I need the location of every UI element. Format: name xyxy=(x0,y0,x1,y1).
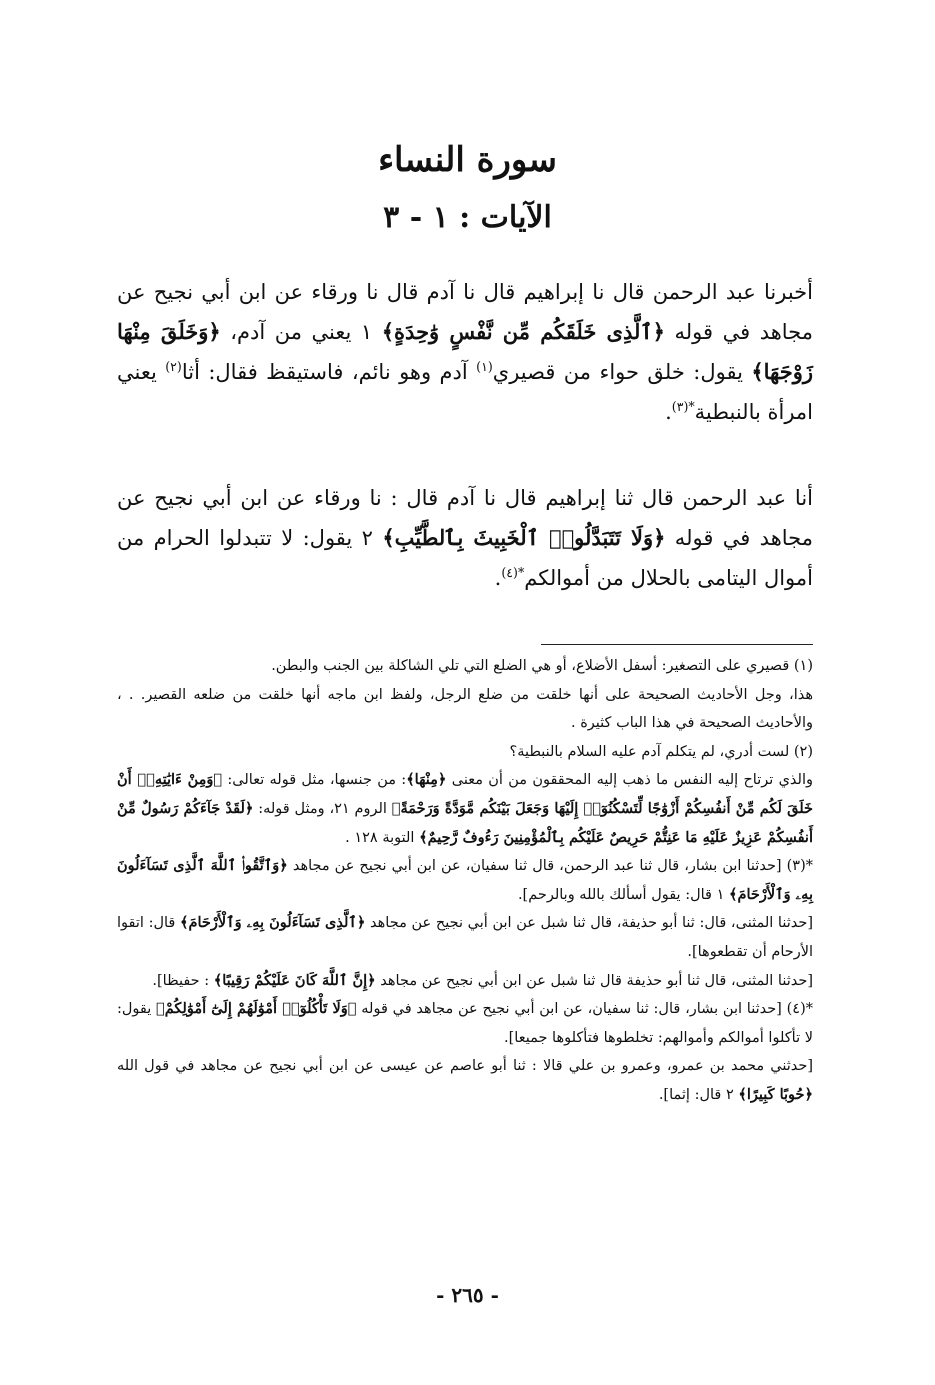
text: [حدثنا المثنى، قال: ثنا أبو حذيفة، قال ثنا شبل عن ابن أبي نجيح عن مجاهد xyxy=(365,915,813,932)
quran-quote: ﴿وَلَا تَأْكُلُوٓا۟ أَمْوَٰلَهُمْ إِلَىٰٓ أَمْوَٰلِكُمْ﴾ xyxy=(156,1000,357,1018)
footnote-4-b xyxy=(117,1052,813,1109)
text: التوبة ١٢٨ . xyxy=(345,829,420,846)
quran-quote: ﴿مِنْهَا﴾ xyxy=(406,771,447,789)
text: يقول: لا تأكلوا أموالكم وأموالهم: تخلطوها فتأكلوها جميعا]. xyxy=(117,1001,813,1046)
text: : من جنسها، مثل قوله تعالى: xyxy=(222,772,407,789)
text: أنا عبد الرحمن قال ثنا إبراهيم قال نا آدم قال : نا ورقاء عن ابن أبي نجيح عن مجاهد في قوله xyxy=(117,486,813,550)
text: (٢) لست أدري، لم يتكلم آدم عليه السلام بالنبطية؟ xyxy=(509,743,813,760)
text: (١) قصيري على التصغير: أسفل الأضلاع، أو هي الضلع التي تلي الشاكلة بين الجنب والبطن. xyxy=(271,658,813,674)
text: *(٣) [حدثنا ابن بشار، قال ثنا عبد الرحمن، قال ثنا سفيان، عن ابن أبي نجيح عن مجاهد xyxy=(287,858,813,875)
text: ١ قال: يقول أسألك بالله وبالرحم]. xyxy=(517,886,729,903)
text: [حدثنا المثنى، قال ثنا أبو حذيفة قال ثنا شبل عن ابن أبي نجيح عن مجاهد xyxy=(375,972,813,989)
text: يقول: خلق حواء من قصيري xyxy=(492,360,752,384)
footnote-marker: (١) xyxy=(476,359,493,374)
footnote-marker: *(٣) xyxy=(671,399,695,414)
text: الروم ٢١، ومثل قوله: xyxy=(253,800,392,817)
text: يعني امرأة بالنبطية xyxy=(117,360,813,424)
text: هذا، وجل الأحاديث الصحيحة على أنها خلقت من ضلع الرجل، ولفظ ابن ماجه أنها خلقت من ضلعه القصير. . ، والأحاديث الصحيحة في هذا الباب كثيرة . xyxy=(117,686,813,732)
text: ١ يعني من آدم، xyxy=(220,320,382,344)
text: . xyxy=(494,566,502,590)
footnote-3-b xyxy=(117,909,813,966)
quran-quote: ﴿حُوبًا كَبِيرًا﴾ xyxy=(738,1085,813,1103)
text: [حدثني محمد بن عمرو، وعمرو بن علي قالا : ثنا أبو عاصم عن عيسى عن ابن أبي نجيح عن مجاهد في قول الله xyxy=(117,1058,813,1075)
quran-quote: ﴿لَقَدْ جَآءَكُمْ رَسُولٌ مِّنْ أَنفُسِكُمْ عَزِيزٌ عَلَيْهِ مَا عَنِتُّمْ حَرِيصٌ عَلَيْكُم بِٱلْمُؤْمِنِينَ رَءُوفٌ رَّحِيمٌ﴾ xyxy=(117,799,813,846)
ayat-title: الآيات : ١ - ٣ xyxy=(383,200,552,235)
text: . xyxy=(665,400,672,424)
footnote-3-c xyxy=(117,967,813,996)
footnote-separator xyxy=(541,644,813,645)
quran-quote: ﴿ٱلَّذِى تَسَآءَلُونَ بِهِۦ وَٱلْأَرْحَامَ﴾ xyxy=(180,914,366,932)
footnote-1-cont xyxy=(117,681,813,738)
footnote-marker: *(٤) xyxy=(501,565,525,580)
text: قال: اتقوا الأرحام أن تقطعوها]. xyxy=(117,915,813,960)
tafsir-paragraph-2 xyxy=(117,478,813,598)
footnote-marker: (٢) xyxy=(165,359,182,374)
text: آدم وهو نائم، فاستيقظ فقال: أثا xyxy=(181,360,477,384)
page-number: - ٢٦٥ - xyxy=(436,1283,499,1307)
text: أخبرنا عبد الرحمن قال نا إبراهيم قال نا آدم قال نا ورقاء عن ابن أبي نجيح عن مجاهد في قوله xyxy=(117,280,813,344)
footnote-4 xyxy=(117,995,813,1052)
footnote-2 xyxy=(117,738,813,767)
footnote-2-cont xyxy=(117,766,813,852)
tafsir-paragraph-1 xyxy=(117,272,813,432)
quran-quote: ﴿وَخَلَقَ مِنْهَا زَوْجَهَا﴾ xyxy=(117,319,813,384)
text: والذي ترتاح إليه النفس ما ذهب إليه المحققون من أن معنى xyxy=(446,772,813,789)
footnote-3 xyxy=(117,852,813,909)
quran-quote: ﴿ٱلَّذِى خَلَقَكُم مِّن نَّفْسٍ وَٰحِدَةٍ﴾ xyxy=(381,319,665,344)
quran-quote: ﴿إِنَّ ٱللَّهَ كَانَ عَلَيْكُمْ رَقِيبًا﴾ xyxy=(213,971,376,989)
quran-quote: ﴿وَمِنْ ءَايَٰتِهِۦٓ أَنْ خَلَقَ لَكُم مِّنْ أَنفُسِكُمْ أَزْوَٰجًا لِّتَسْكُنُوٓا۟ إِلَيْهَا وَجَعَلَ بَيْنَكُم مَّوَدَّةً وَرَحْمَةً﴾ xyxy=(117,771,813,817)
quran-quote: ﴿وَلَا تَتَبَدَّلُوا۟ ٱلْخَبِيثَ بِٱلطَّيِّبِ﴾ xyxy=(382,525,666,550)
surah-title: سورة النساء xyxy=(378,140,557,180)
footnotes xyxy=(117,652,813,1110)
text: ٢ قال: إثما]. xyxy=(658,1086,739,1103)
quran-quote: ﴿وَٱتَّقُوا۟ ٱللَّهَ ٱلَّذِى تَسَآءَلُونَ بِهِۦ وَٱلْأَرْحَامَ﴾ xyxy=(117,857,813,903)
text: : حفيظا]. xyxy=(152,972,214,989)
footnote-1 xyxy=(117,652,813,681)
text: *(٤) [حدثنا ابن بشار، قال: ثنا سفيان، عن ابن أبي نجيح عن مجاهد في قوله xyxy=(356,1001,813,1018)
text: ٢ يقول: لا تتبدلوا الحرام من أموال اليتامى بالحلال من أموالكم xyxy=(117,526,813,590)
